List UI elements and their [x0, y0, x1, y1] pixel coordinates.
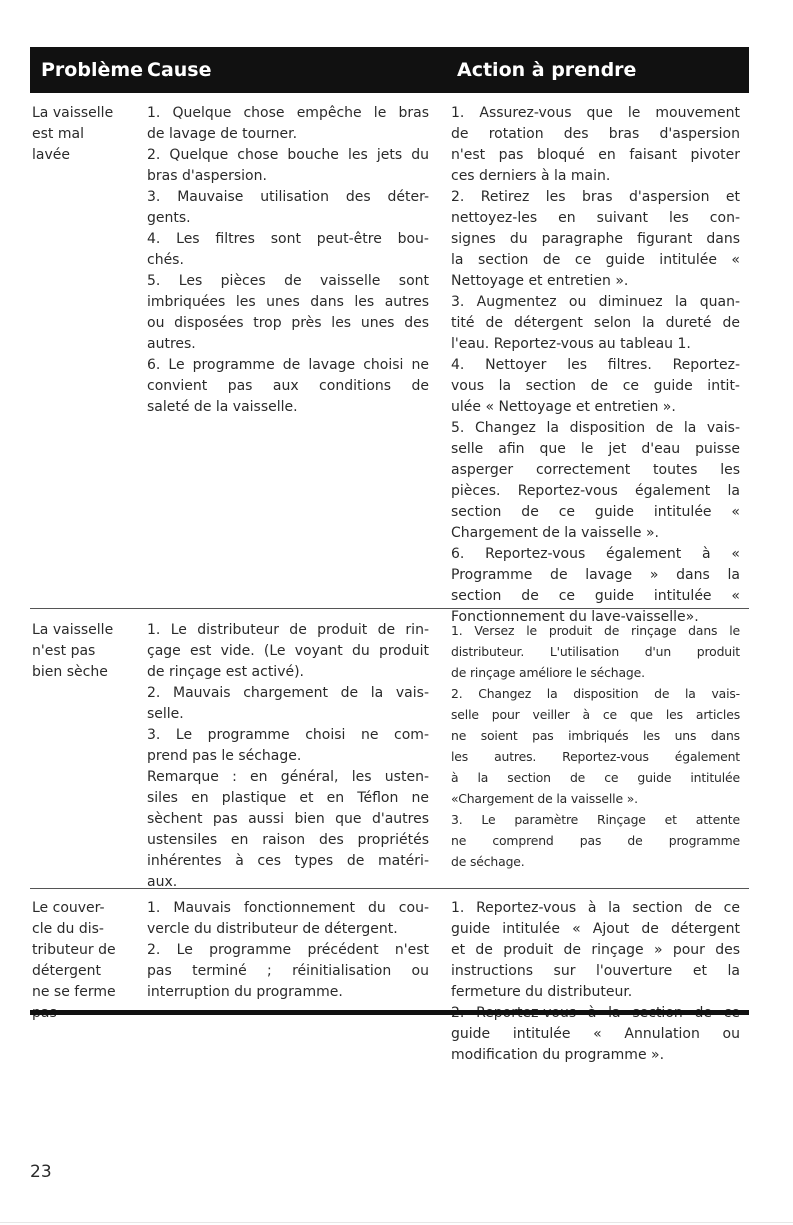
text-line: nettoyez-les en suivant les con-: [451, 210, 740, 226]
text-line: 3. Augmentez ou diminuez la quan-: [451, 294, 740, 310]
text-line: inhérentes à ces types de matéri-: [147, 853, 429, 869]
header-action: Action à prendre: [457, 59, 637, 81]
text-line: de rinçage améliore le séchage.: [451, 665, 645, 680]
text-line: ou disposées trop près les unes des: [147, 315, 429, 331]
text-line: ne se ferme: [32, 984, 116, 1000]
text-line: sèchent pas aussi bien que d'autres: [147, 811, 429, 827]
text-line: tributeur de: [32, 942, 116, 958]
text-line: l'eau. Reportez-vous au tableau 1.: [451, 336, 691, 352]
text-line: 3. Mauvaise utilisation des déter-: [147, 189, 429, 205]
text-line: signes du paragraphe figurant dans: [451, 231, 740, 247]
table-bottom-rule: [30, 1010, 749, 1015]
text-line: chés.: [147, 252, 184, 268]
text-line: Fonctionnement du lave-vaisselle».: [451, 609, 699, 625]
text-line: 6. Reportez-vous également à «: [451, 546, 740, 562]
problem-cell: [32, 898, 132, 1024]
text-line: de séchage.: [451, 854, 525, 869]
text-line: selle afin que le jet d'eau puisse: [451, 441, 740, 457]
text-line: Le couver-: [32, 900, 105, 916]
text-line: interruption du programme.: [147, 984, 343, 1000]
text-line: instructions sur l'ouverture et la: [451, 963, 740, 979]
header-cause: Cause: [147, 59, 212, 81]
text-line: autres.: [147, 336, 196, 352]
text-line: fermeture du distributeur.: [451, 984, 633, 1000]
text-line: ne soient pas imbriqués les uns dans: [451, 728, 740, 743]
text-line: tité de détergent selon la dureté de: [451, 315, 740, 331]
problem-cell: [32, 620, 132, 683]
text-line: 1. Mauvais fonctionnement du cou-: [147, 900, 429, 916]
page-number: 23: [30, 1162, 52, 1182]
text-line: 2. Changez la disposition de la vais-: [451, 686, 740, 701]
text-line: 1. Le distributeur de produit de rin-: [147, 622, 429, 638]
text-line: gents.: [147, 210, 191, 226]
header-problem: Problème: [41, 59, 144, 81]
text-line: guide intitulée « Annulation ou: [451, 1026, 740, 1042]
text-line: selle.: [147, 706, 184, 722]
text-line: de rinçage est activé).: [147, 664, 305, 680]
text-line: distributeur. L'utilisation d'un produit: [451, 644, 740, 659]
text-line: saleté de la vaisselle.: [147, 399, 298, 415]
text-line: 4. Nettoyer les filtres. Reportez-: [451, 357, 740, 373]
text-line: 1. Versez le produit de rinçage dans le: [451, 623, 740, 638]
text-line: 1. Quelque chose empêche le bras: [147, 105, 429, 121]
cause-cell: [147, 103, 429, 418]
text-line: bien sèche: [32, 664, 108, 680]
text-line: 1. Assurez-vous que le mouvement: [451, 105, 740, 121]
text-line: la section de ce guide intitulée «: [451, 252, 740, 268]
text-line: 5. Changez la disposition de la vais-: [451, 420, 740, 436]
text-line: de lavage de tourner.: [147, 126, 298, 142]
text-line: lavée: [32, 147, 70, 163]
text-line: à la section de ce guide intitulée: [451, 770, 740, 785]
text-line: çage est vide. (Le voyant du produit: [147, 643, 429, 659]
cause-cell: [147, 620, 429, 893]
text-line: n'est pas: [32, 643, 96, 659]
text-line: «Chargement de la vaisselle ».: [451, 791, 638, 806]
text-line: pièces. Reportez-vous également la: [451, 483, 740, 499]
text-line: pas terminé ; réinitialisation ou: [147, 963, 429, 979]
action-cell: [451, 898, 740, 1066]
table-header: [30, 47, 749, 93]
text-line: bras d'aspersion.: [147, 168, 267, 184]
text-line: 4. Les filtres sont peut-être bou-: [147, 231, 429, 247]
action-cell: [451, 103, 740, 628]
text-line: prend pas le séchage.: [147, 748, 302, 764]
text-line: imbriquées les unes dans les autres: [147, 294, 429, 310]
text-line: 1. Reportez-vous à la section de ce: [451, 900, 740, 916]
text-line: Chargement de la vaisselle ».: [451, 525, 659, 541]
text-line: section de ce guide intitulée «: [451, 504, 740, 520]
text-line: 2. Retirez les bras d'aspersion et: [451, 189, 740, 205]
text-line: La vaisselle: [32, 105, 114, 121]
text-line: 6. Le programme de lavage choisi ne: [147, 357, 429, 373]
text-line: de rotation des bras d'aspersion: [451, 126, 740, 142]
text-line: Remarque : en général, les usten-: [147, 769, 429, 785]
text-line: vous la section de ce guide intit-: [451, 378, 740, 394]
text-line: siles en plastique et en Téflon ne: [147, 790, 429, 806]
text-line: 2. Mauvais chargement de la vais-: [147, 685, 429, 701]
text-line: Nettoyage et entretien ».: [451, 273, 629, 289]
text-line: détergent: [32, 963, 101, 979]
text-line: convient pas aux conditions de: [147, 378, 429, 394]
problem-cell: [32, 103, 132, 166]
text-line: ne comprend pas de programme: [451, 833, 740, 848]
table-row: [30, 898, 749, 1063]
text-line: est mal: [32, 126, 84, 142]
text-line: selle pour veiller à ce que les articles: [451, 707, 740, 722]
text-line: 2. Quelque chose bouche les jets du: [147, 147, 429, 163]
table-row: [30, 103, 749, 625]
text-line: n'est pas bloqué en faisant pivoter: [451, 147, 740, 163]
text-line: et de produit de rinçage » pour des: [451, 942, 740, 958]
text-line: 5. Les pièces de vaisselle sont: [147, 273, 429, 289]
text-line: 2. Le programme précédent n'est: [147, 942, 429, 958]
page-edge-line: [0, 1222, 793, 1223]
text-line: section de ce guide intitulée «: [451, 588, 740, 604]
text-line: les autres. Reportez-vous également: [451, 749, 740, 764]
text-line: La vaisselle: [32, 622, 114, 638]
text-line: vercle du distributeur de détergent.: [147, 921, 398, 937]
text-line: Programme de lavage » dans la: [451, 567, 740, 583]
text-line: ustensiles en raison des propriétés: [147, 832, 429, 848]
action-cell: [451, 620, 740, 872]
cause-cell: [147, 898, 429, 1003]
text-line: cle du dis-: [32, 921, 104, 937]
text-line: modification du programme ».: [451, 1047, 665, 1063]
text-line: ulée « Nettoyage et entretien ».: [451, 399, 676, 415]
text-line: 3. Le programme choisi ne com-: [147, 727, 429, 743]
text-line: guide intitulée « Ajout de détergent: [451, 921, 740, 937]
table-row: [30, 620, 749, 889]
text-line: ces derniers à la main.: [451, 168, 611, 184]
text-line: asperger correctement toutes les: [451, 462, 740, 478]
text-line: 3. Le paramètre Rinçage et attente: [451, 812, 740, 827]
text-line: aux.: [147, 874, 178, 890]
